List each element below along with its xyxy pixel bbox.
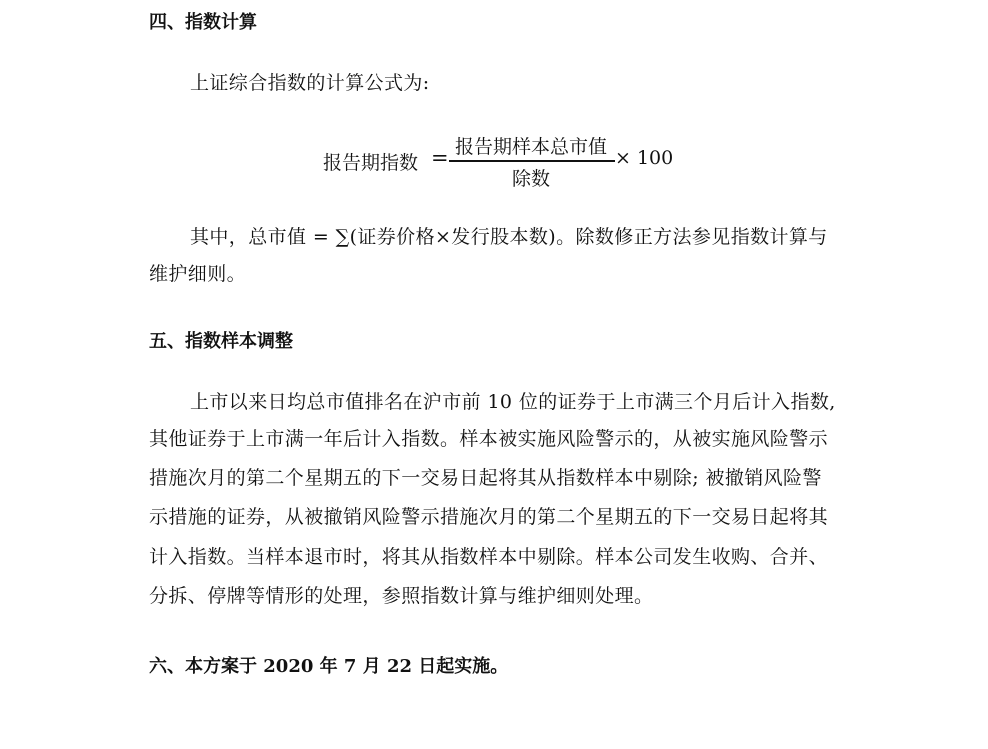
section-5-heading: 五、指数样本调整 <box>149 331 293 352</box>
formula-note-line-1: 其中，总市值 = ∑(证券价格×发行股本数)。除数修正方法参见指数计算与 <box>190 226 828 248</box>
formula-multiplier: × 100 <box>615 147 674 169</box>
fraction-bar <box>449 160 615 162</box>
formula-equals: = <box>431 146 449 170</box>
section-5-line-3: 措施次月的第二个星期五的下一交易日起将其从指数样本中剔除; 被撤销风险警 <box>149 467 822 489</box>
section-4-heading: 四、指数计算 <box>149 12 257 33</box>
section-5-line-6: 分拆、停牌等情形的处理，参照指数计算与维护细则处理。 <box>149 585 654 607</box>
formula-denominator: 除数 <box>511 168 550 190</box>
section-6-heading: 六、本方案于 2020 年 7 月 22 日起实施。 <box>149 656 509 677</box>
formula-lhs: 报告期指数 <box>323 152 419 174</box>
formula-numerator: 报告期样本总市值 <box>454 136 607 158</box>
formula-note-line-2: 维护细则。 <box>149 263 247 285</box>
formula-intro: 上证综合指数的计算公式为: <box>190 72 430 94</box>
section-5-line-4: 示措施的证券，从被撤销风险警示措施次月的第二个星期五的下一交易日起将其 <box>149 506 829 528</box>
section-5-line-1: 上市以来日均总市值排名在沪市前 10 位的证券于上市满三个月后计入指数, <box>190 391 836 413</box>
section-5-line-5: 计入指数。当样本退市时，将其从指数样本中剔除。样本公司发生收购、合并、 <box>149 546 829 568</box>
section-5-line-2: 其他证券于上市满一年后计入指数。样本被实施风险警示的，从被实施风险警示 <box>149 428 829 450</box>
